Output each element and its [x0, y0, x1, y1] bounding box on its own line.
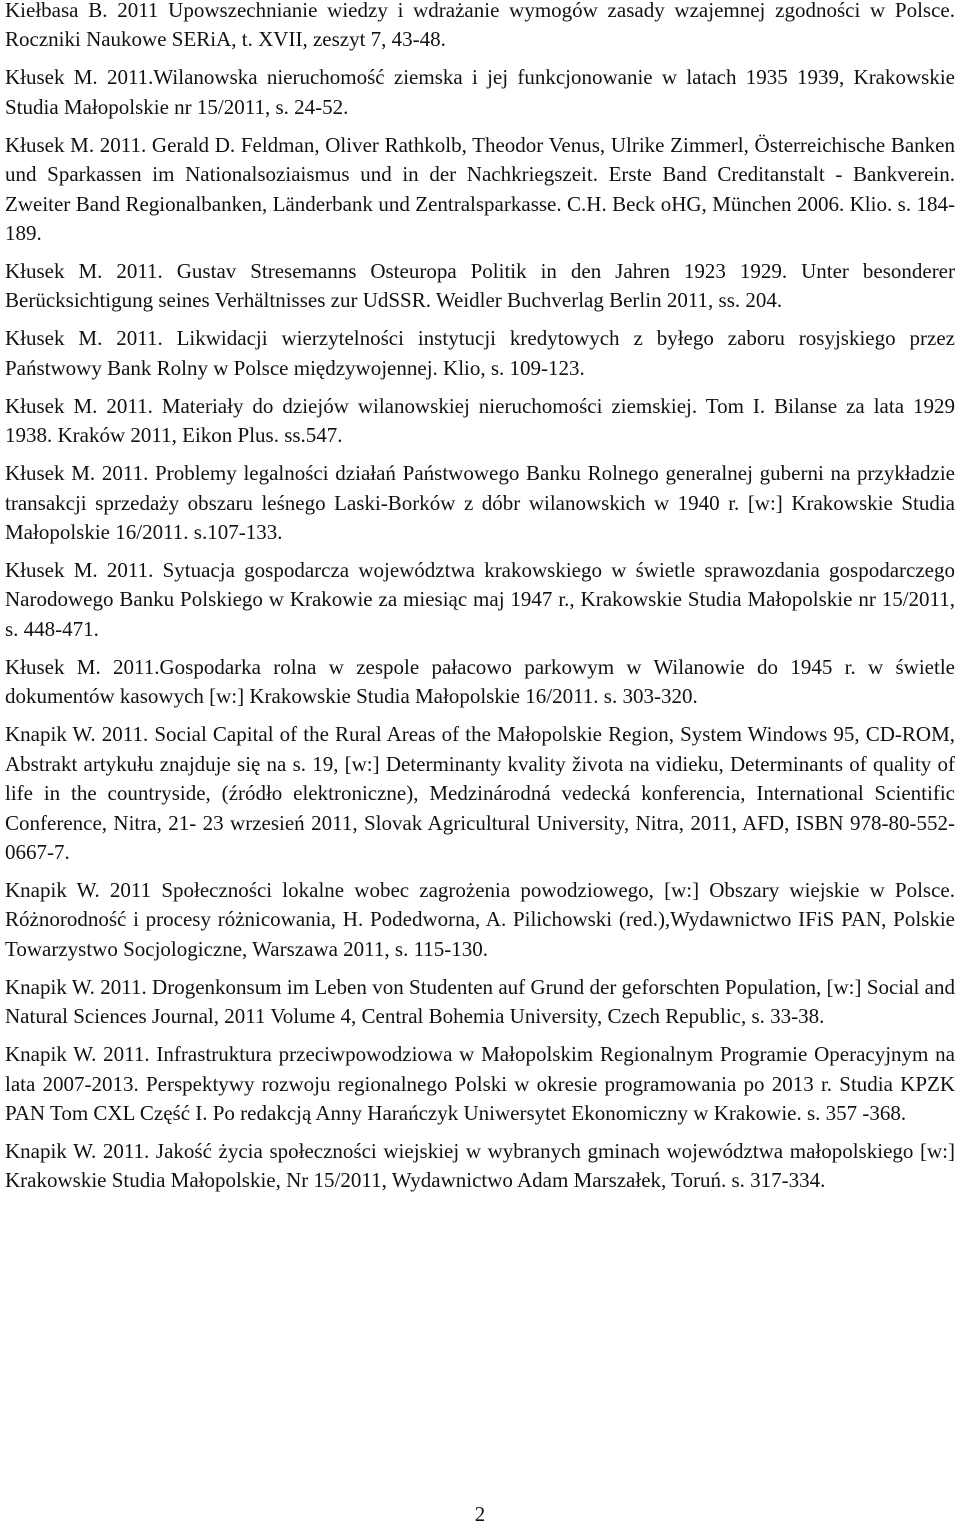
- bibliography-entry: Kłusek M. 2011. Sytuacja gospodarcza województwa krakowskiego w świetle sprawozdania gospodarczego Narodowego Banku Polskiego w Krakowie za miesiąc maj 1947 r., Krakowskie Studia Małopolskie nr 15/2011, s. 448-471.: [5, 558, 955, 641]
- bibliography-entry: Kłusek M. 2011. Gerald D. Feldman, Oliver Rathkolb, Theodor Venus, Ulrike Zimmerl, Österreichische Banken und Sparkassen im Nationalsoziaismus und in der Nachkriegszeit. Erste Band Creditanstalt - Bankverein. Zweiter Band Regionalbanken, Länderbank und Zentralsparkasse. C.H. Beck oHG, München 2006. Klio. s. 184-189.: [5, 132, 955, 246]
- bibliography-entry: Knapik W. 2011. Infrastruktura przeciwpowodziowa w Małopolskim Regionalnym Programie Operacyjnym na lata 2007-2013. Perspektywy rozwoju regionalnego Polski w okresie programowania po 2013 r. Studia KPZK PAN Tom CXL Część I. Po redakcją Anny Harańczyk Uniwersytet Ekonomiczny w Krakowie. s. 357 -368.: [5, 1042, 955, 1125]
- bibliography-entry: Kłusek M. 2011. Problemy legalności działań Państwowego Banku Rolnego generalnej guberni na przykładzie transakcji sprzedaży obszaru leśnego Laski-Borków z dóbr wilanowskich w 1940 r. [w:] Krakowskie Studia Małopolskie 16/2011. s.107-133.: [5, 461, 955, 545]
- bibliography-list: [5, 0, 955, 1204]
- page-number: 2: [474, 1502, 486, 1526]
- bibliography-entry: Knapik W. 2011 Społeczności lokalne wobec zagrożenia powodziowego, [w:] Obszary wiejskie w Polsce. Różnorodność i procesy różnicowania, H. Podedworna, A. Pilichowski (red.),Wydawnictwo IFiS PAN, Polskie Towarzystwo Socjologiczne, Warszawa 2011, s. 115-130.: [5, 877, 955, 961]
- bibliography-entry: Kłusek M. 2011. Materiały do dziejów wilanowskiej nieruchomości ziemskiej. Tom I. Bilanse za lata 1929 1938. Kraków 2011, Eikon Plus. ss.547.: [5, 393, 955, 448]
- bibliography-entry: Kłusek M. 2011. Likwidacji wierzytelności instytucji kredytowych z byłego zaboru rosyjskiego przez Państwowy Bank Rolny w Polsce międzywojennej. Klio, s. 109-123.: [5, 326, 955, 380]
- bibliography-entry: Knapik W. 2011. Social Capital of the Rural Areas of the Małopolskie Region, System Windows 95, CD-ROM, Abstrakt artykułu znajduje się na s. 19, [w:] Determinanty kvality života na vidieku, Determinants of quality of life in the countryside, (źródło elektroniczne), Medzinárodná vedecká konferencia, International Scientific Conference, Nitra, 21- 23 wrzesień 2011, Slovak Agricultural University, Nitra, 2011, AFD, ISBN 978-80-552-0667-7.: [5, 722, 955, 864]
- bibliography-entry: Knapik W. 2011. Drogenkonsum im Leben von Studenten auf Grund der geforschten Population, [w:] Social and Natural Sciences Journal, 2011 Volume 4, Central Bohemia University, Czech Republic, s. 33-38.: [5, 974, 955, 1029]
- bibliography-entry: Kłusek M. 2011.Gospodarka rolna w zespole pałacowo parkowym w Wilanowie do 1945 r. w świetle dokumentów kasowych [w:] Krakowskie Studia Małopolskie 16/2011. s. 303-320.: [5, 654, 955, 709]
- bibliography-entry: Kiełbasa B. 2011 Upowszechnianie wiedzy i wdrażanie wymogów zasady wzajemnej zgodności w Polsce. Roczniki Naukowe SERiA, t. XVII, zeszyt 7, 43-48.: [5, 0, 955, 52]
- bibliography-entry: Kłusek M. 2011. Gustav Stresemanns Osteuropa Politik in den Jahren 1923 1929. Unter besonderer Berücksichtigung seines Verhältnisses zur UdSSR. Weidler Buchverlag Berlin 2011, ss. 204.: [5, 259, 955, 313]
- bibliography-entry: Kłusek M. 2011.Wilanowska nieruchomość ziemska i jej funkcjonowanie w latach 1935 1939, Krakowskie Studia Małopolskie nr 15/2011, s. 24-52.: [5, 65, 955, 119]
- bibliography-entry: Knapik W. 2011. Jakość życia społeczności wiejskiej w wybranych gminach województwa małopolskiego [w:] Krakowskie Studia Małopolskie, Nr 15/2011, Wydawnictwo Adam Marszałek, Toruń. s. 317-334.: [5, 1138, 955, 1193]
